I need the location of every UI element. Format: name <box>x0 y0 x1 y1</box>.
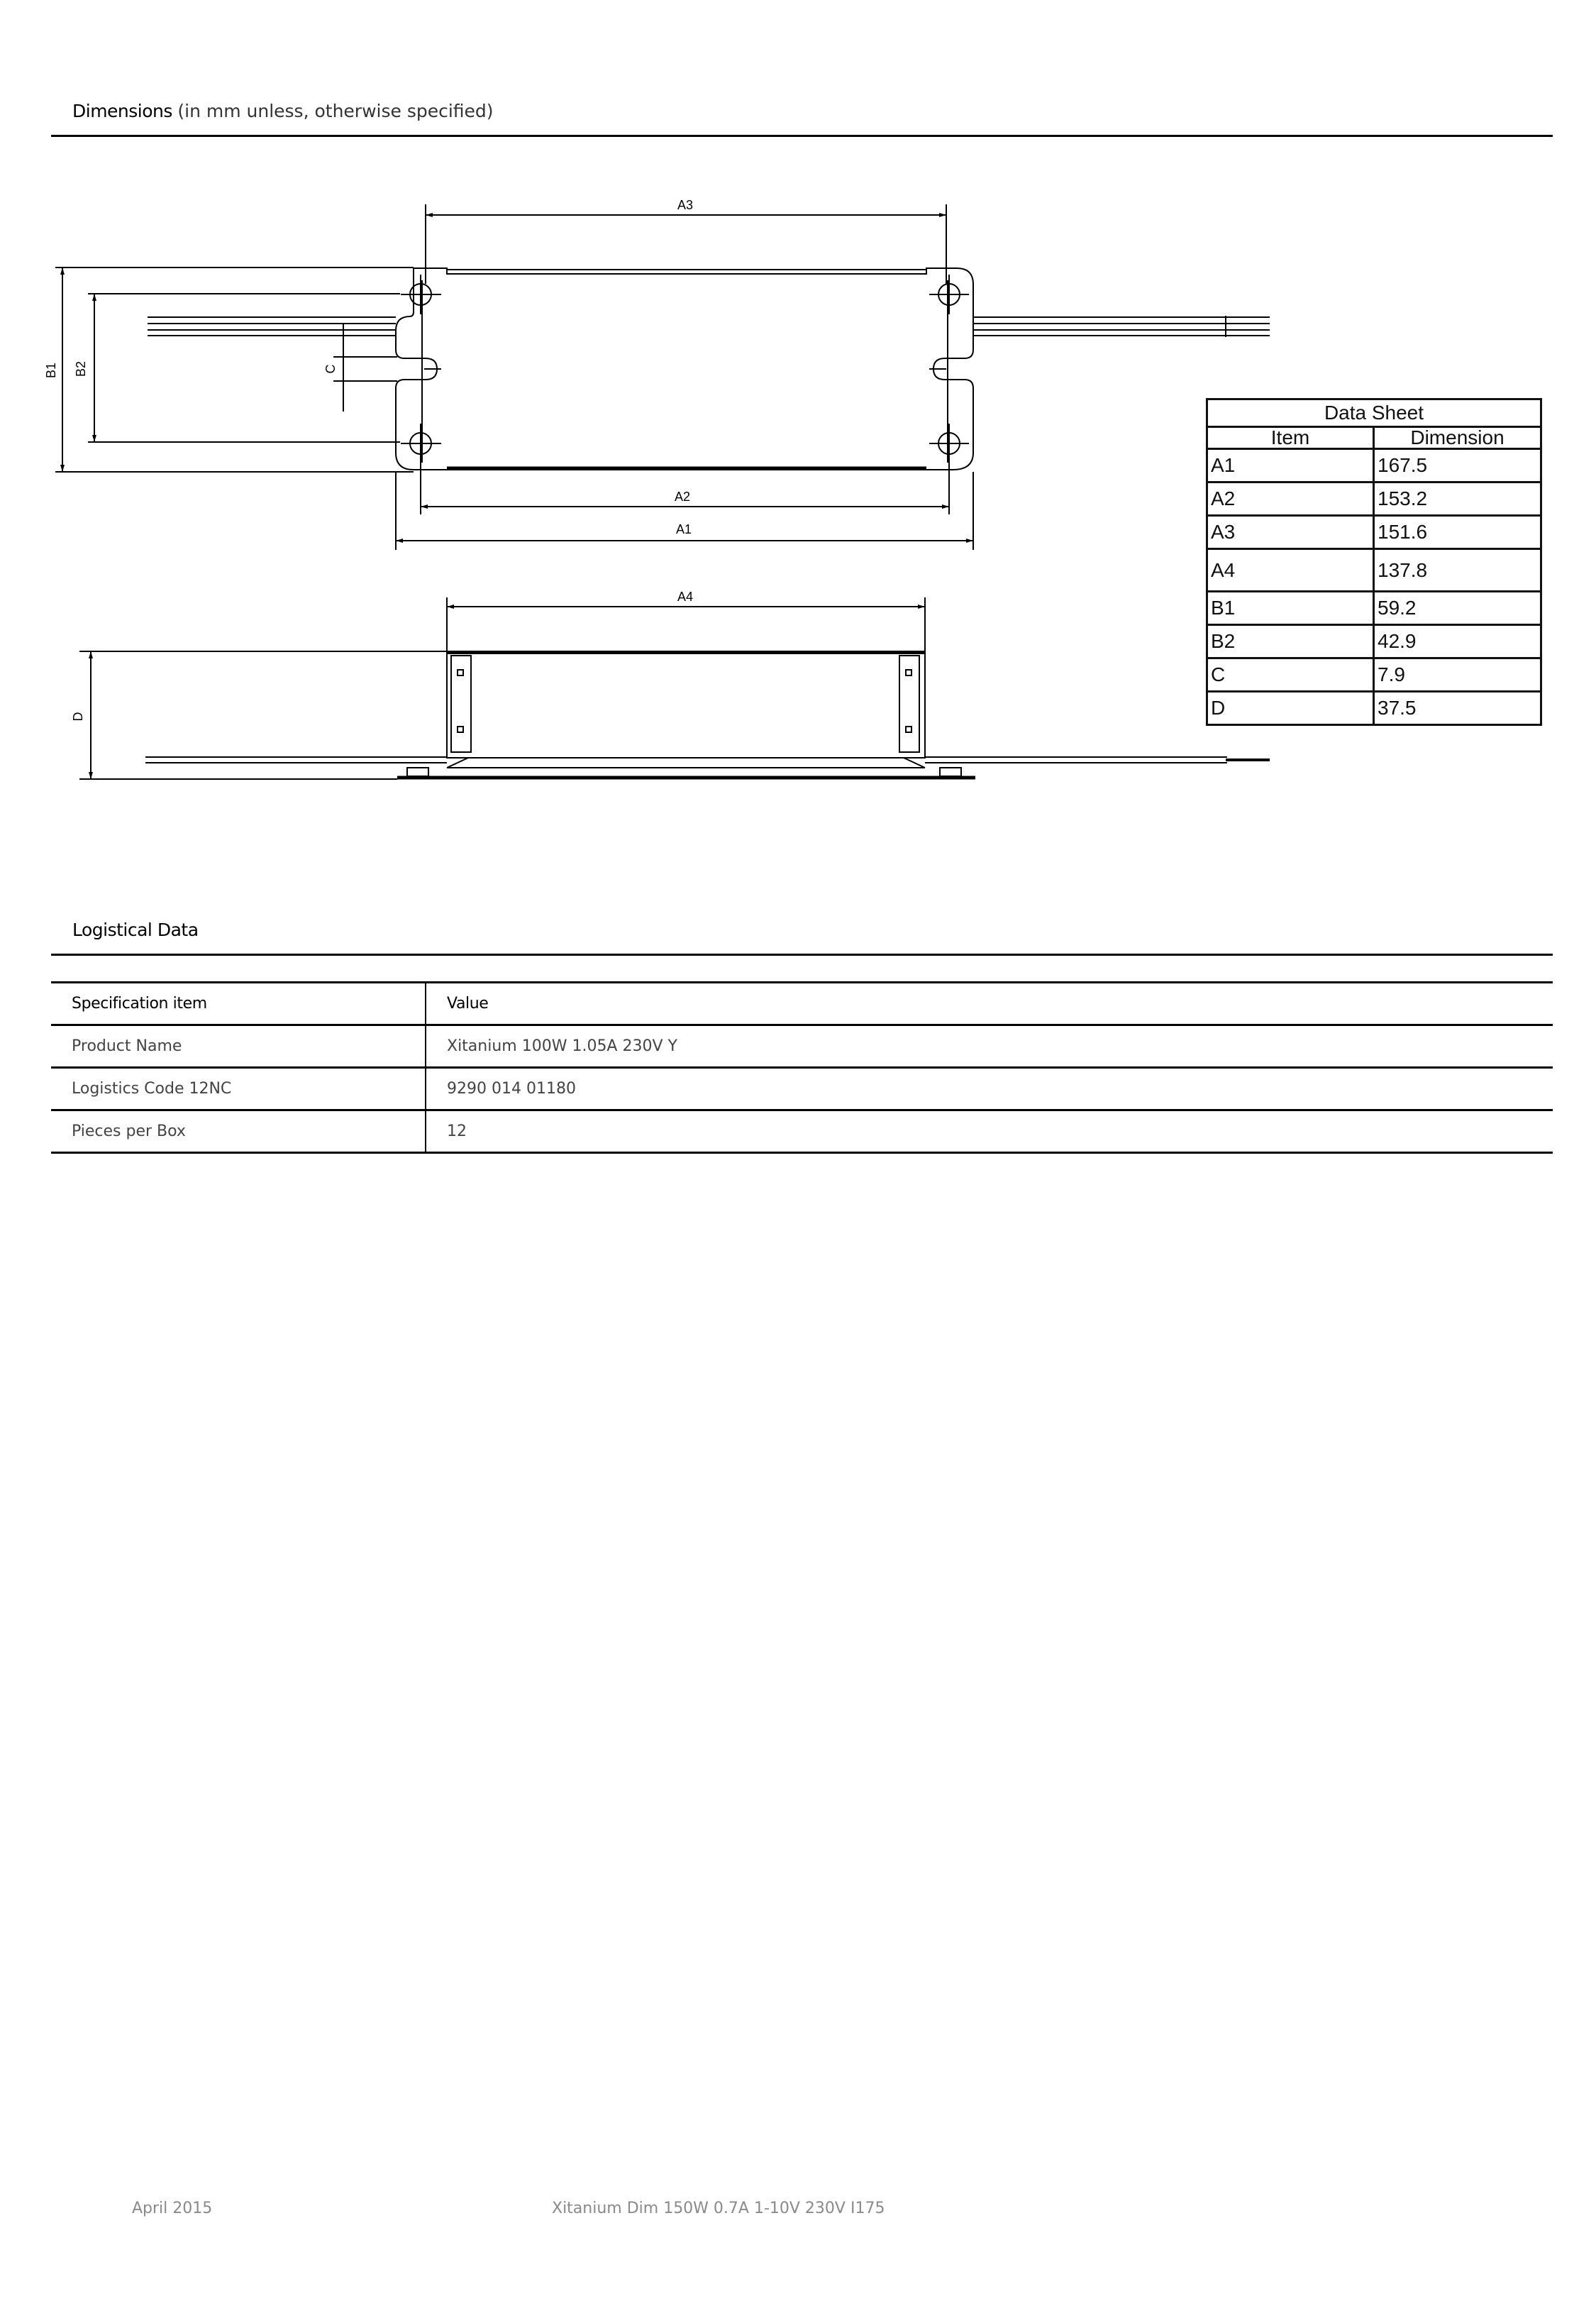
label-b1: B1 <box>44 362 58 379</box>
label-b2: B2 <box>74 360 88 377</box>
footer-product: Xitanium Dim 150W 0.7A 1-10V 230V I175 <box>552 2200 885 2217</box>
header-specification-item: Specification item <box>51 983 426 1025</box>
data-sheet-dimension: 37.5 <box>1374 692 1541 725</box>
data-sheet-dimension: 42.9 <box>1374 625 1541 658</box>
data-sheet-item: C <box>1207 658 1374 692</box>
data-sheet-item: A4 <box>1207 549 1374 592</box>
data-sheet-item: A3 <box>1207 516 1374 549</box>
data-sheet-dimension: 167.5 <box>1374 449 1541 482</box>
spec-value: Xitanium 100W 1.05A 230V Y <box>426 1025 1553 1068</box>
top-view-outline <box>396 268 973 470</box>
spec-value: 9290 014 01180 <box>426 1068 1553 1110</box>
data-sheet-item: D <box>1207 692 1374 725</box>
data-sheet-dimension: 137.8 <box>1374 549 1541 592</box>
data-sheet-header-dimension: Dimension <box>1374 427 1541 449</box>
data-sheet-item: B2 <box>1207 625 1374 658</box>
data-sheet-row <box>1207 482 1541 516</box>
dimensions-title: Dimensions <box>72 101 172 121</box>
data-sheet-row <box>1207 516 1541 549</box>
logistical-table <box>51 981 1553 1154</box>
data-sheet-table <box>1206 398 1542 726</box>
data-sheet-dimension: 151.6 <box>1374 516 1541 549</box>
data-sheet-header-item: Item <box>1207 427 1374 449</box>
data-sheet-row <box>1207 625 1541 658</box>
data-sheet-dimension: 153.2 <box>1374 482 1541 516</box>
label-a1: A1 <box>675 522 692 536</box>
logistical-header-row <box>51 983 1553 1025</box>
data-sheet-row <box>1207 692 1541 725</box>
data-sheet-title: Data Sheet <box>1207 399 1541 427</box>
side-view-body <box>447 651 925 758</box>
data-sheet-row <box>1207 592 1541 625</box>
spec-value: 12 <box>426 1110 1553 1153</box>
spec-label: Logistics Code 12NC <box>51 1068 426 1110</box>
table-row <box>51 1110 1553 1153</box>
logistical-heading <box>72 920 199 940</box>
header-value: Value <box>426 983 1553 1025</box>
data-sheet-item: A1 <box>1207 449 1374 482</box>
data-sheet-row <box>1207 449 1541 482</box>
label-a3: A3 <box>677 198 694 212</box>
footer-date: April 2015 <box>132 2200 213 2217</box>
dimensions-note: (in mm unless, otherwise specified) <box>177 101 494 121</box>
label-a2: A2 <box>674 490 691 504</box>
data-sheet-dimension: 7.9 <box>1374 658 1541 692</box>
data-sheet-row <box>1207 549 1541 592</box>
data-sheet-item: B1 <box>1207 592 1374 625</box>
table-row <box>51 1025 1553 1068</box>
table-row <box>51 1068 1553 1110</box>
label-c: C <box>323 364 338 374</box>
logistical-rule <box>51 954 1553 956</box>
data-sheet-item: A2 <box>1207 482 1374 516</box>
logistical-title: Logistical Data <box>72 920 199 940</box>
data-sheet-dimension: 59.2 <box>1374 592 1541 625</box>
spec-label: Pieces per Box <box>51 1110 426 1153</box>
label-a4: A4 <box>677 590 694 604</box>
label-d: D <box>71 712 85 722</box>
spec-label: Product Name <box>51 1025 426 1068</box>
data-sheet-row <box>1207 658 1541 692</box>
